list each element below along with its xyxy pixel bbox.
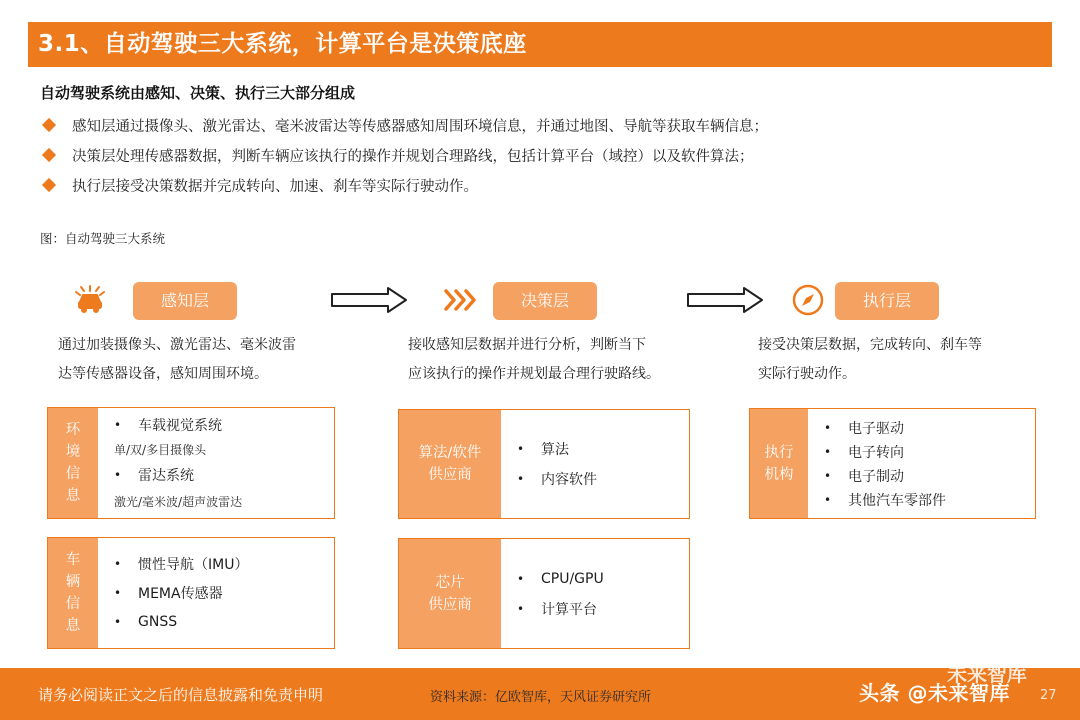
bullet-dot: • [517,442,525,456]
bullet-dot: • [824,468,832,483]
bullet-dot: • [517,601,525,616]
item-text: 电子制动 [848,468,904,485]
right-arrow-icon [686,285,766,315]
box-label [48,408,98,518]
list-item [114,550,248,579]
watermark-text: 头条 @未来智库 [859,681,1010,705]
box-label [750,409,808,518]
stage-pill-execution: 执行层 [835,282,939,320]
item-text: CPU/GPU [541,570,604,587]
list-item [517,564,604,594]
bullet-text: 执行层接受决策数据并完成转向、加速、刹车等实际行驶动作。 [72,178,478,195]
item-text: 电子驱动 [848,420,904,437]
list-item [114,579,248,608]
label-line: 供应商 [428,596,472,613]
list-item [517,594,604,624]
item-text: 电子转向 [848,444,904,461]
subitem-text: 单/双/多目摄像头 [114,442,207,457]
label-char: 息 [65,618,81,634]
bullet-dot: • [824,444,832,459]
bullet-item [40,110,1050,140]
list-item [824,464,946,488]
label-char: 境 [65,444,81,460]
bullet-dot: • [114,418,122,432]
stage-desc-execution [758,331,982,389]
watermark-secondary: 未来智库 [947,662,1027,686]
item-text: 雷达系统 [138,468,194,484]
desc-line: 通过加装摄像头、激光雷达、毫米波雷 [58,337,296,353]
figure-caption: 图：自动驾驶三大系统 [40,231,166,246]
label-line: 机构 [764,466,794,483]
stage-desc-perception [58,331,296,389]
box-content [98,408,242,518]
box-content [808,409,946,518]
list-item [824,416,946,440]
item-text: 惯性导航（IMU） [138,557,249,573]
env-info-box [47,407,335,519]
bullet-item [40,140,1050,170]
list-subitem [114,489,242,513]
bullet-dot: • [824,420,832,435]
list-item [114,461,242,489]
box-content [501,539,604,648]
label-char: 信 [65,466,81,482]
item-text: 计算平台 [541,601,597,618]
list-item [517,434,597,464]
label-line: 供应商 [428,467,472,483]
label-char: 环 [65,422,81,438]
actuator-box [749,408,1036,519]
bullet-dot: • [517,571,525,586]
right-arrow-icon [330,285,410,315]
bullet-dot: • [114,468,122,482]
label-char: 信 [65,596,81,612]
item-text: 其他汽车零部件 [848,492,946,509]
label-line: 芯片 [435,574,465,591]
list-item [824,440,946,464]
car-sensor-icon [72,282,108,318]
stage-pill-perception: 感知层 [133,282,237,320]
watermark [855,664,1070,716]
box-label [48,538,98,648]
item-text: 车载视觉系统 [138,418,222,434]
intro-bullets [40,110,1050,200]
item-text: MEMA传感器 [138,586,223,602]
vehicle-info-box [47,537,335,649]
footer-source: 资料来源：亿欧智库，天风证券研究所 [430,690,652,705]
desc-line: 实际行驶动作。 [758,366,856,382]
label-line: 算法/软件 [418,445,482,461]
list-item [114,413,242,437]
bullet-item [40,170,1050,200]
diamond-bullet-icon [42,118,56,132]
label-char: 辆 [65,574,81,590]
label-char: 息 [65,488,81,504]
box-content [98,538,248,648]
label-char: 车 [65,552,81,568]
desc-line: 应该执行的操作并规划最合理行驶路线。 [408,366,660,382]
intro-subtitle: 自动驾驶系统由感知、决策、执行三大部分组成 [40,84,356,102]
chip-supplier-box [398,538,690,649]
list-subitem [114,437,242,461]
bullet-dot: • [114,615,122,629]
desc-line: 接受决策层数据，完成转向、刹车等 [758,337,982,353]
stage-pill-decision: 决策层 [493,282,597,320]
chevrons-icon [442,282,478,318]
list-item [824,488,946,512]
bullet-dot: • [517,472,525,486]
item-text: GNSS [138,614,178,630]
item-text: 内容软件 [541,472,597,488]
stage-desc-decision [408,331,660,389]
box-content [501,410,597,518]
bullet-dot: • [824,492,832,507]
box-label [399,539,501,648]
desc-line: 接收感知层数据并进行分析，判断当下 [408,337,646,353]
bullet-dot: • [114,557,122,571]
page-number: 27 [1040,688,1057,703]
bullet-dot: • [114,586,122,600]
diamond-bullet-icon [42,178,56,192]
algo-supplier-box [398,409,690,519]
desc-line: 达等传感器设备，感知周围环境。 [58,366,268,382]
footer-disclaimer: 请务必阅读正文之后的信息披露和免责申明 [38,686,324,704]
subitem-text: 激光/毫米波/超声波雷达 [114,494,243,509]
list-item [114,608,248,637]
item-text: 算法 [541,442,569,458]
page-title: 3.1、自动驾驶三大系统，计算平台是决策底座 [28,22,1052,67]
compass-icon [790,282,826,318]
label-line: 执行 [764,444,794,461]
bullet-text: 决策层处理传感器数据，判断车辆应该执行的操作并规划合理路线，包括计算平台（域控）以及软件算法； [72,148,754,165]
diamond-bullet-icon [42,148,56,162]
box-label [399,410,501,518]
list-item [517,464,597,494]
bullet-text: 感知层通过摄像头、激光雷达、毫米波雷达等传感器感知周围环境信息，并通过地图、导航等获取车辆信息； [72,118,768,135]
